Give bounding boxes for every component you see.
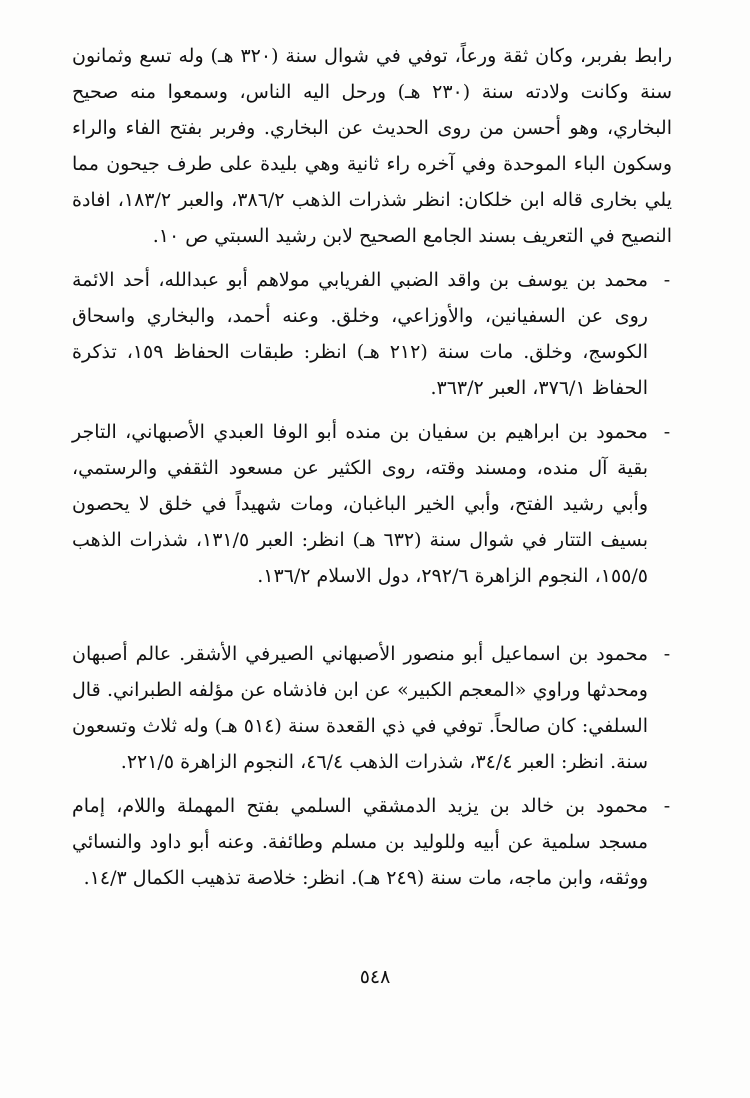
entry-text: محمود بن خالد بن يزيد الدمشقي السلمي بفتح المهملة واللام، إمام مسجد سلمية عن أبيه وللوليد بن مسلم وطائفة. وعنه أبو داود والنسائي ووثقه، وابن ماجه، مات سنة (٢٤٩ هـ). انظر: خلاصة تذهيب الكمال ١٤/٣. bbox=[72, 795, 648, 889]
entry-dash: - bbox=[663, 269, 671, 291]
entry-dash: - bbox=[663, 795, 671, 817]
biography-entry bbox=[72, 636, 672, 780]
entry-text: محمود بن ابراهيم بن سفيان بن منده أبو الوفا العبدي الأصبهاني، التاجر بقية آل منده، ومسند وقته، روى الكثير عن مسعود الثقفي والرستمي، وأبي رشيد الفتح، وأبي الخير الباغبان، ومات شهيداً في خلق لا يحصون بسيف التتار في شوال سنة (٦٣٢ هـ) انظر: العبر ١٣١/٥، شذرات الذهب ١٥٥/٥، النجوم الزاهرة ٢٩٢/٦، دول الاسلام ١٣٦/٢. bbox=[72, 421, 648, 587]
biography-entry bbox=[72, 788, 672, 896]
entry-text: محمد بن يوسف بن واقد الضبي الفريابي مولاهم أبو عبدالله، أحد الائمة روى عن السفيانين، والأوزاعي، وخلق. وعنه أحمد، والبخاري واسحاق الكوسج، وخلق. مات سنة (٢١٢ هـ) انظر: طبقات الحفاظ ١٥٩، تذكرة الحفاظ ٣٧٦/١، العبر ٣٦٣/٢. bbox=[72, 269, 648, 399]
entry-dash: - bbox=[663, 421, 671, 443]
page-number: ٥٤٨ bbox=[359, 966, 391, 988]
entry-dash: - bbox=[663, 643, 671, 665]
entry-text: محمود بن اسماعيل أبو منصور الأصبهاني الصيرفي الأشقر. عالم أصبهان ومحدثها وراوي «المعجم الكبير» عن ابن فاذشاه عن مؤلفه الطبراني. قال السلفي: كان صالحاً. توفي في ذي القعدة سنة (٥١٤ هـ) وله ثلاث وتسعون سنة. انظر: العبر ٣٤/٤، شذرات الذهب ٤٦/٤، النجوم الزاهرة ٢٢١/٥. bbox=[72, 643, 648, 773]
biography-entry bbox=[72, 414, 672, 594]
biography-entry bbox=[72, 262, 672, 406]
page-text-body bbox=[72, 38, 672, 896]
intro-paragraph: رابط بفربر، وكان ثقة ورعاً، توفي في شوال سنة (٣٢٠ هـ) وله تسع وثمانون سنة وكانت ولادته سنة (٢٣٠ هـ) ورحل اليه الناس، وسمعوا منه صحيح البخاري، وهو أحسن من روى الحديث عن البخاري. وفربر بفتح الفاء والراء وسكون الباء الموحدة وفي آخره راء ثانية وهي بليدة على طرف جيحون مما يلي بخارى قاله ابن خلكان: انظر شذرات الذهب ٣٨٦/٢، والعبر ١٨٣/٢، افادة النصيح في التعريف بسند الجامع الصحيح لابن رشيد السبتي ص ١٠. bbox=[72, 45, 672, 247]
